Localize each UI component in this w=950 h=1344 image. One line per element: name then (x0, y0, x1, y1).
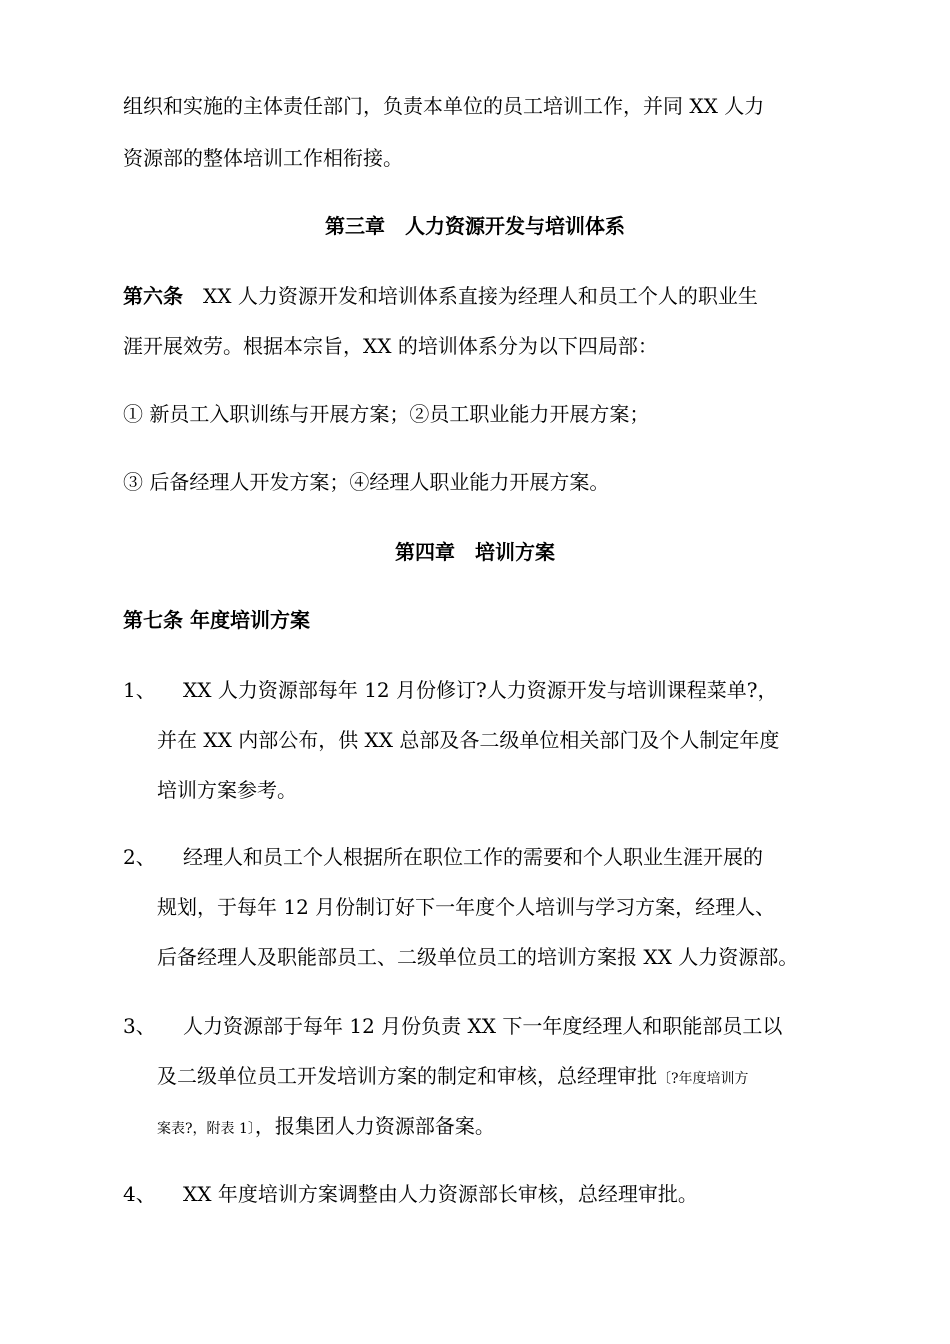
article-6-line-2: 涯开展效劳。根据本宗旨，XX 的培训体系分为以下四局部： (123, 334, 658, 358)
article-6-list-line-2: ③ 后备经理人开发方案；④经理人职业能力开展方案。 (123, 470, 610, 494)
list-item-number: 4、 (123, 1182, 156, 1206)
list-item-3-line-3-note: 案表?，附表 1〕 (157, 1121, 255, 1137)
list-item-1-line-3: 培训方案参考。 (157, 778, 297, 802)
list-item-2-line-2: 规划，于每年 12 月份制订好下一年度个人培训与学习方案，经理人、 (157, 895, 776, 919)
list-item-3-line-2-note: 〔?年度培训方 (657, 1071, 749, 1087)
list-item-number: 3、 (123, 1014, 156, 1038)
list-item-3-line-1: 人力资源部于每年 12 月份负责 XX 下一年度经理人和职能部员工以 (183, 1014, 783, 1038)
intro-line-1: 组织和实施的主体责任部门，负责本单位的员工培训工作，并同 XX 人力 (123, 94, 765, 118)
list-item-1-line-1: XX 人力资源部每年 12 月份修订?人力资源开发与培训课程菜单?， (183, 678, 778, 702)
list-item-2-line-1: 经理人和员工个人根据所在职位工作的需要和个人职业生涯开展的 (183, 845, 763, 869)
list-item-3-line-2-text: 及二级单位员工开发培训方案的制定和审核，总经理审批 (157, 1064, 657, 1088)
article-6-line-1 (123, 282, 758, 310)
chapter-4-heading: 第四章 培训方案 (395, 540, 555, 564)
article-6-text-1: XX 人力资源开发和培训体系直接为经理人和员工个人的职业生 (183, 284, 758, 308)
chapter-3-heading: 第三章 人力资源开发与培训体系 (325, 214, 625, 238)
list-item-1-line-2: 并在 XX 内部公布，供 XX 总部及各二级单位相关部门及个人制定年度 (157, 728, 780, 752)
list-item-3-line-2 (157, 1062, 749, 1093)
list-item-2-line-3: 后备经理人及职能部员工、二级单位员工的培训方案报 XX 人力资源部。 (157, 945, 799, 969)
list-item-3-line-3 (157, 1112, 495, 1143)
list-item-4-line-1: XX 年度培训方案调整由人力资源部长审核，总经理审批。 (183, 1182, 698, 1206)
intro-line-2: 资源部的整体培训工作相衔接。 (123, 146, 403, 170)
list-item-3-line-3-text: ，报集团人力资源部备案。 (254, 1114, 495, 1138)
article-7-title: 第七条 年度培训方案 (123, 608, 310, 632)
article-6-list-line-1: ① 新员工入职训练与开展方案；②员工职业能力开展方案； (123, 402, 650, 426)
list-item-number: 1、 (123, 678, 156, 702)
list-item-number: 2、 (123, 845, 156, 869)
article-6-label: 第六条 (123, 284, 183, 308)
